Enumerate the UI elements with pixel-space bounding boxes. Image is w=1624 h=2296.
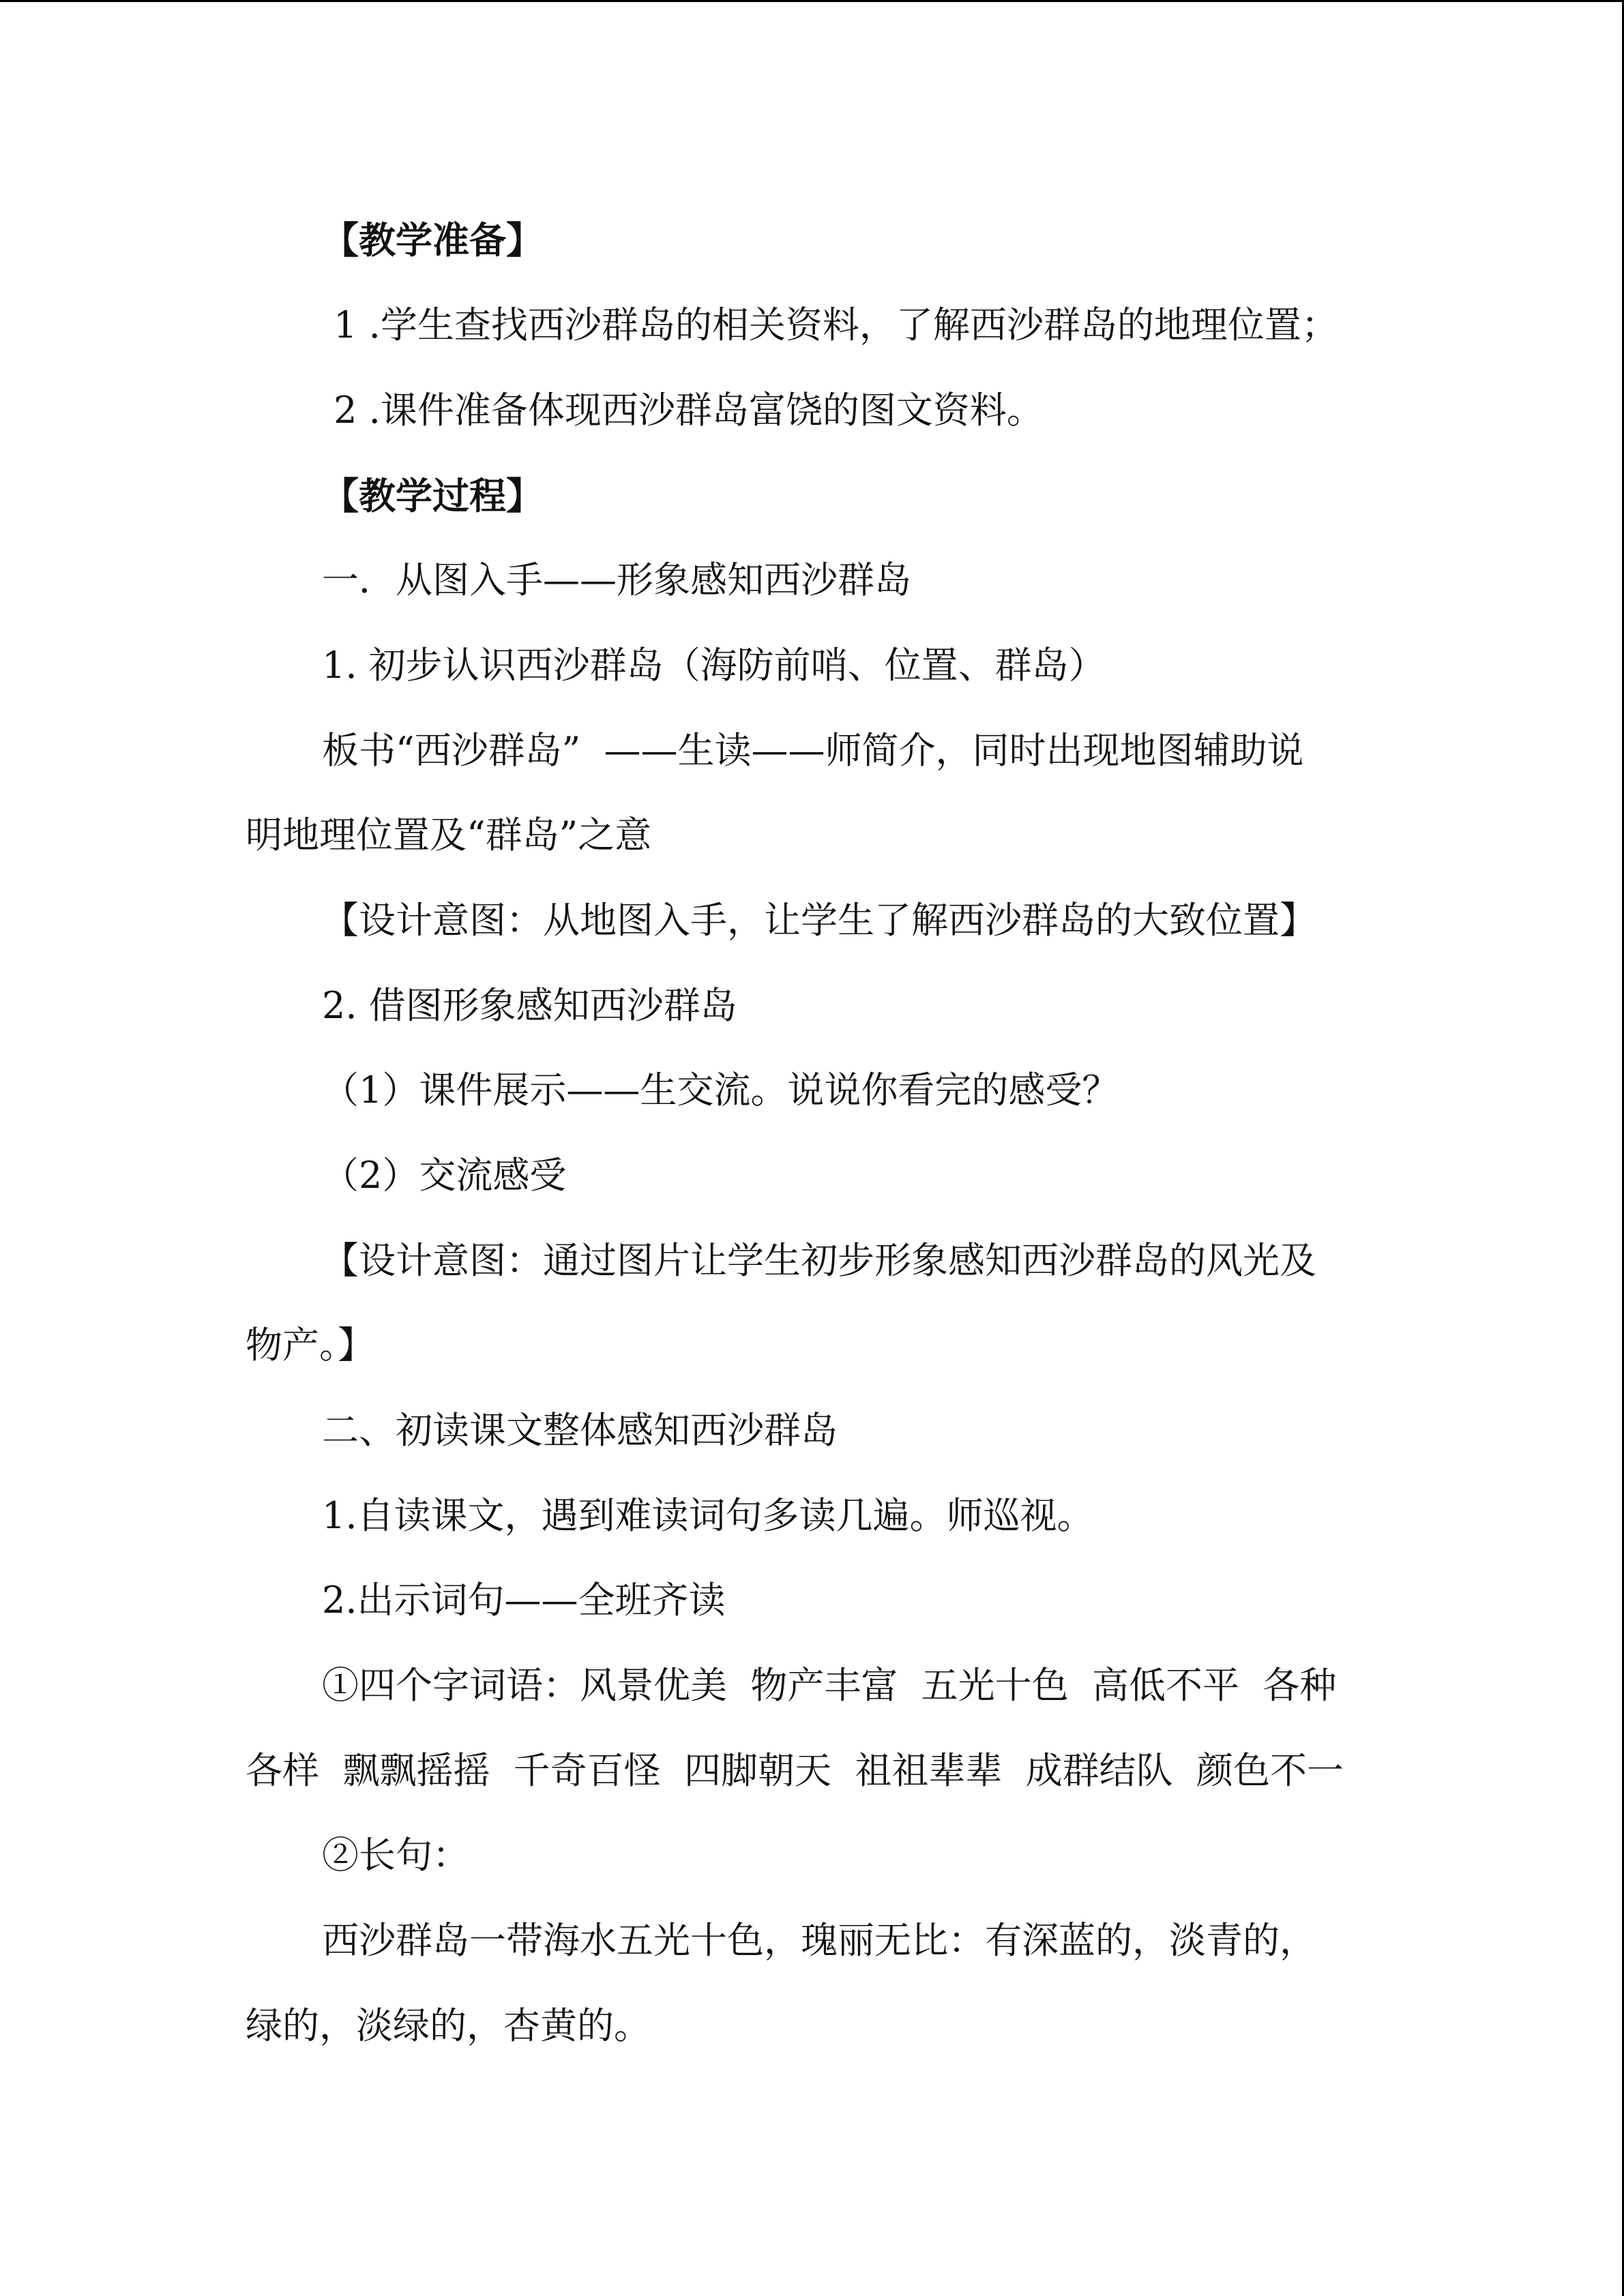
long-sentence-line-2: 绿的，淡绿的，杏黄的。 — [246, 2004, 651, 2047]
section-1-title: 一．从图入手——形象感知西沙群岛 — [322, 558, 911, 601]
step-1-1: 1. 初步认识西沙群岛（海防前哨、位置、群岛） — [322, 644, 1106, 687]
word-list-line-1: ①四个字词语：风景优美 物产丰富 五光十色 高低不平 各种 — [322, 1664, 1337, 1707]
heading-teaching-process: 【教学过程】 — [322, 474, 543, 518]
section-2-title: 二、初读课文整体感知西沙群岛 — [322, 1409, 838, 1452]
design-intent-2-line-1: 【设计意图：通过图片让学生初步形象感知西沙群岛的风光及 — [322, 1239, 1316, 1282]
substep-2: （2）交流感受 — [322, 1154, 567, 1197]
long-sentence-label: ②长句： — [322, 1834, 469, 1877]
step-2-1: 1.自读课文，遇到难读词句多读几遍。师巡视。 — [322, 1494, 1094, 1537]
step-1-2: 2. 借图形象感知西沙群岛 — [322, 984, 737, 1027]
substep-1: （1）课件展示——生交流。说说你看完的感受？ — [322, 1069, 1119, 1112]
step-2-2: 2.出示词句——全班齐读 — [322, 1579, 726, 1622]
heading-teaching-preparation: 【教学准备】 — [322, 218, 543, 262]
page-top-border — [0, 0, 1624, 2]
paragraph-blackboard-line-2: 明地理位置及“群岛”之意 — [246, 814, 652, 856]
paragraph-blackboard-line-1: 板书“西沙群岛” ——生读——师简介，同时出现地图辅助说 — [322, 729, 1304, 772]
long-sentence-line-1: 西沙群岛一带海水五光十色，瑰丽无比：有深蓝的，淡青的， — [322, 1919, 1316, 1962]
design-intent-1: 【设计意图：从地图入手，让学生了解西沙群岛的大致位置】 — [322, 899, 1316, 942]
preparation-item-2: 2 .课件准备体现西沙群岛富饶的图文资料。 — [322, 389, 1044, 432]
word-list-line-2: 各样 飘飘摇摇 千奇百怪 四脚朝天 祖祖辈辈 成群结队 颜色不一 — [246, 1749, 1344, 1792]
design-intent-2-line-2: 物产。】 — [246, 1324, 374, 1367]
preparation-item-1: 1 .学生查找西沙群岛的相关资料，了解西沙群岛的地理位置； — [322, 303, 1338, 346]
